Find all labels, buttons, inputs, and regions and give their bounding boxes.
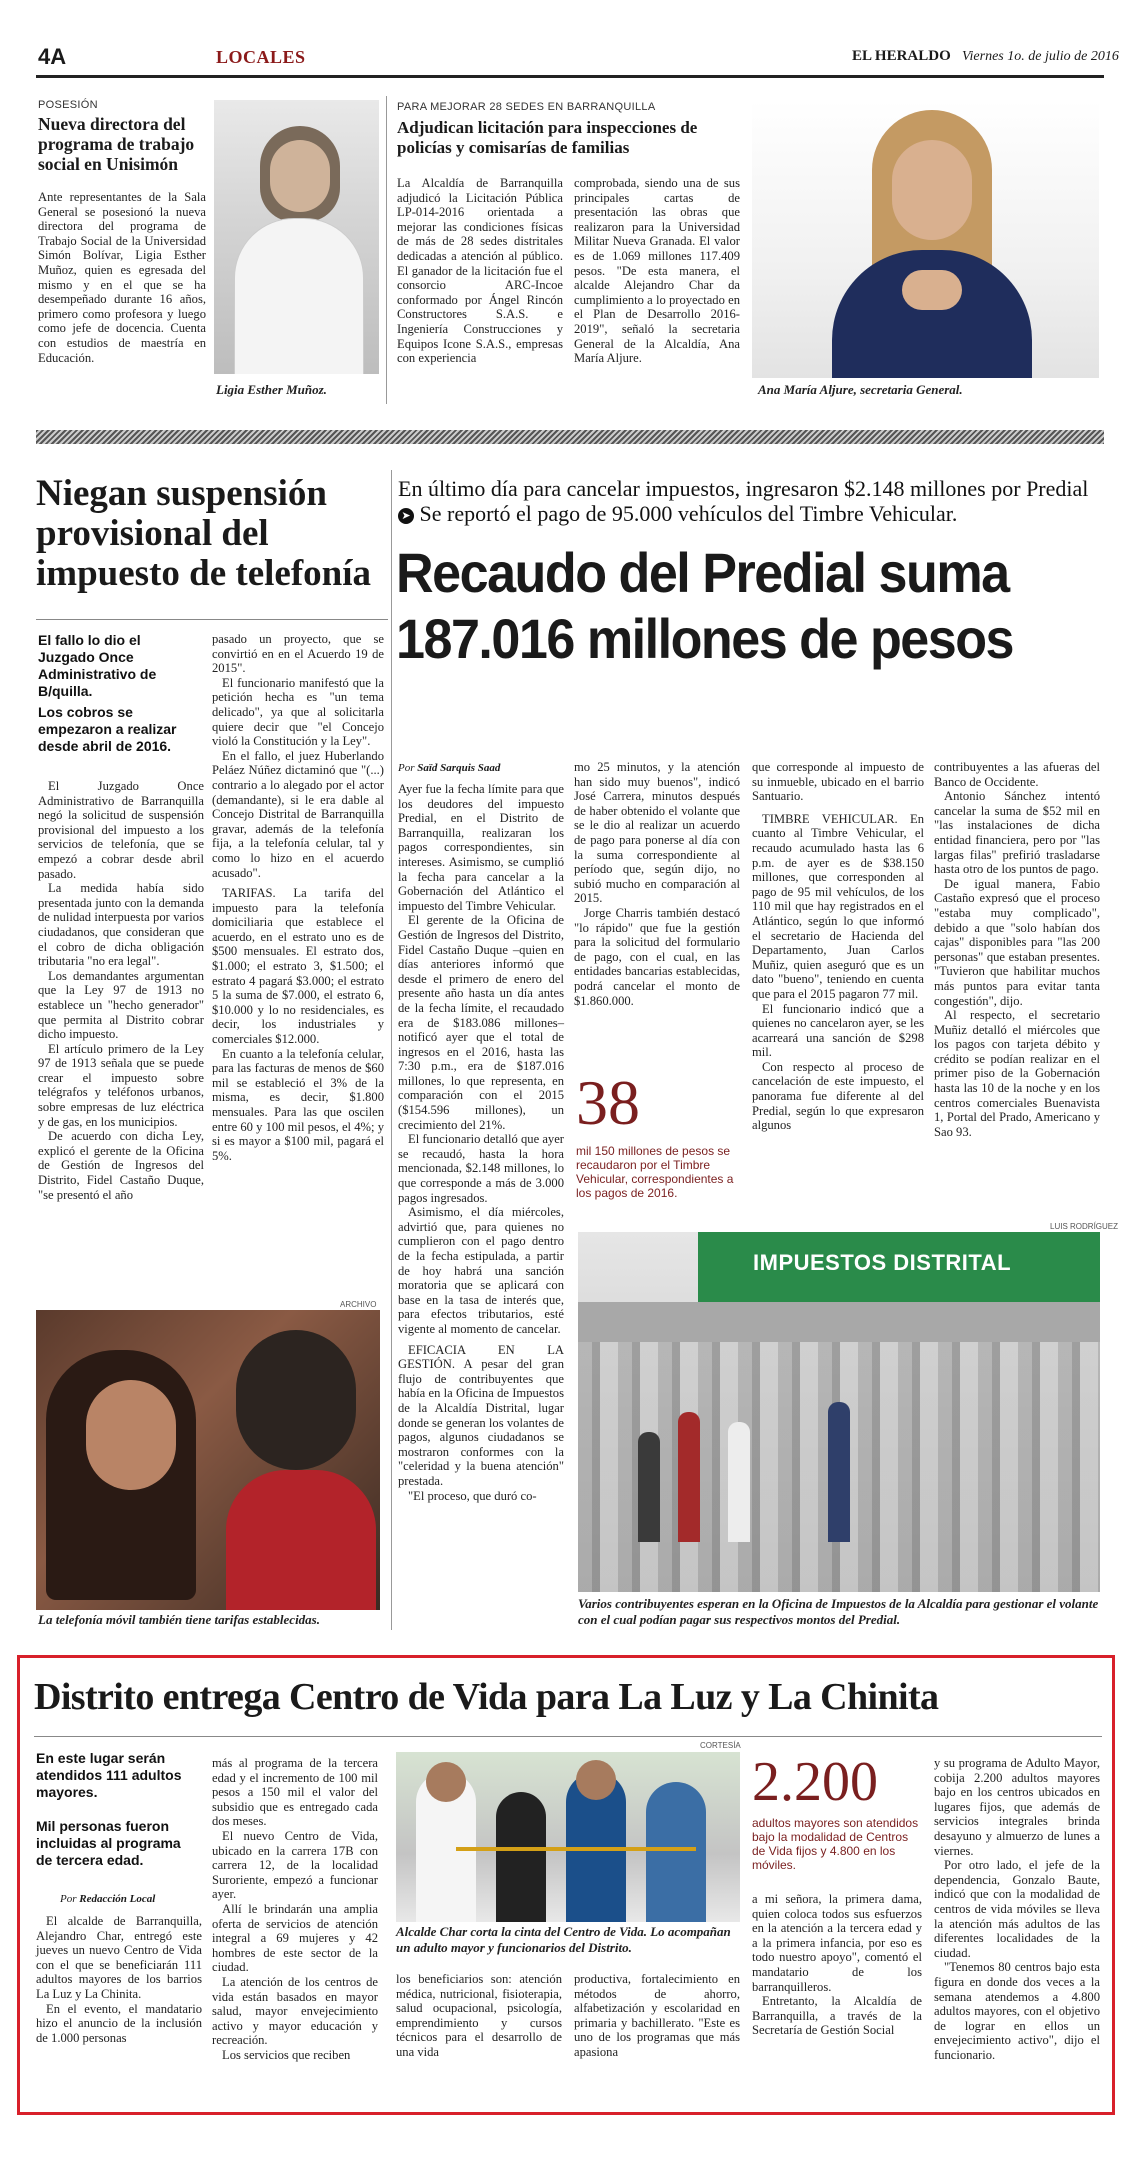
telefonia-caption: La telefonía móvil también tiene tarifas establecidas. (38, 1612, 320, 1627)
issue-date: Viernes 1o. de julio de 2016 (962, 49, 1119, 64)
predial-summary-text: En último día para cancelar impuestos, ingresaron $2.148 millones por Predial (398, 476, 1089, 501)
telefonia-p4: El artículo primero de la Ley 97 de 1913 señala que se puede crear el impuesto sobre telégrafos y teléfonos urbanos, sobre empresas de luz eléctrica y de gas, en los municipios. (38, 1041, 204, 1129)
centro-byline-por: Por (60, 1893, 77, 1905)
aljure-caption: Ana María Aljure, secretaria General. (758, 382, 963, 397)
centro-vida-photo (396, 1752, 740, 1922)
posesion-headline: Nueva directora del programa de trabajo social en Unisimón (38, 114, 195, 174)
centro-p10: y su programa de Adulto Mayor, cobija 2.200 adultos mayores bajo en los centros ubicados en lugares fijos, que además de servicios integrales brinda desayuno y almuerzo de lunes a viernes. (934, 1756, 1100, 1858)
centro-deck1: En este lugar serán atendidos 111 adultos mayores. (36, 1750, 182, 1800)
centro-col2 (212, 1756, 378, 2062)
predial-stat-number: 38 (576, 1067, 640, 1138)
posesion-kicker: POSESIÓN (38, 99, 98, 111)
arrow-right-icon: ➤ (398, 508, 414, 524)
predial-headline-line2: 187.016 millones de pesos (396, 607, 1014, 670)
predial-headline (396, 540, 1054, 672)
centro-photo-credit: CORTESÍA (700, 1741, 741, 1750)
masthead-rule (36, 75, 1104, 78)
telefonia-p2: La medida había sido presentada junto con la demanda de nulidad interpuesta por varios ciudadanos, que consideran que el cobro de dicha obligación tributaria "no era legal". (38, 881, 204, 969)
predial-p7: mo 25 minutos, y la atención han sido muy buenos", indicó José Carrera, minutos después de haber obtenido el volante que se le dio al realizar un acuerdo de pago para ponerse al día con la suma correspondiente al período que, según dijo, no subió mucho en comparación al 2015. (574, 760, 740, 906)
telefonia-photo-credit: ARCHIVO (340, 1300, 377, 1309)
licitacion-headline: Adjudican licitación para inspecciones de policías y comisarías de familias (397, 118, 698, 157)
predial-byline (398, 762, 500, 774)
page-number: 4A (38, 44, 67, 69)
predial-col2 (574, 760, 740, 1008)
centro-photo-caption: Alcalde Char corta la cinta del Centro de Vida. Lo acompañan un adulto mayor y funcionarios del Distrito. (396, 1924, 731, 1955)
predial-p6: "El proceso, que duró co- (408, 1488, 537, 1503)
predial-p9: que corresponde al impuesto de su inmueble, ubicado en el barrio Santuario. (752, 760, 924, 804)
telefonia-p3: Los demandantes argumentan que la Ley 97 de 1913 no establece un "hecho generador" que permita al Distrito cobrar dicho impuesto. (38, 968, 204, 1042)
predial-p5: EFICACIA EN LA GESTIÓN. A pesar del gran flujo de contribuyentes que había en la Oficina de Impuestos de la Alcaldía Distrital, lugar donde se generan los volantes de pagos, algunos ciudadanos se mostraron conformes con la "celeridad y la buena atención" prestada. (398, 1342, 564, 1488)
centro-vida-headline: Distrito entrega Centro de Vida para La Luz y La Chinita (34, 1676, 939, 1718)
licitacion-kicker: PARA MEJORAR 28 SEDES EN BARRANQUILLA (397, 101, 656, 113)
centro-byline-name: Redacción Local (79, 1893, 156, 1905)
predial-stat-caption: mil 150 millones de pesos se recaudaron por el Timbre Vehicular, correspondientes a los pagos de 2016. (576, 1144, 734, 1200)
centro-p5: Allí le brindarán una amplia oferta de servicios de atención integral a 69 mujeres y 42 hombres de este sector de la ciudad. (212, 1901, 378, 1975)
centro-p12: "Tenemos 80 centros bajo esta figura en donde dos veces a la semana atendemos a 4.800 adultos mayores, con el objetivo de lograr en ellos un envejecimiento activo", dijo el funcionario. (934, 1960, 1100, 2062)
predial-summary-text2: Se reportó el pago de 95.000 vehículos del Timbre Vehicular. (419, 501, 958, 526)
centro-col4: productiva, fortalecimiento en métodos de ahorro, alfabetización y escolaridad en primaria y bachillerato. "Este es uno de los programas que más apasiona (574, 1972, 740, 2059)
predial-p2: El gerente de la Oficina de Gestión de Ingresos del Distrito, Fidel Castaño Duque –quien en días anteriores informó que desde el primero de enero del presente año hasta un día antes de la fecha límite, el recaudado era de $183.086 millones– notificó ayer que el total de ingresos en el 2016, hasta las 7:30 p.m., era de $187.016 millones, lo que representa, en comparación con el 2015 ($154.596 millones), un crecimiento del 21%. (398, 913, 564, 1132)
telefonia-photo (36, 1310, 380, 1610)
predial-p15: De igual manera, Fabio Castaño expresó que el proceso "estaba muy complicado", debido a que "solo habían dos cajas" disponibles para "las 200 personas" que estaban presentes. "Tuvieron que habilitar muchos más puntos para evitar tanta congestión", dijo. (934, 876, 1100, 1008)
centro-p11: Por otro lado, el jefe de la dependencia, Gonzalo Baute, indicó que con la modalidad de centros de vida móviles se lleva la atención más adultos de las diferentes localidades de la ciudad. (934, 1858, 1100, 1960)
predial-headline-line1: Recaudo del Predial suma (396, 541, 1009, 604)
col-divider-2 (391, 470, 392, 1630)
predial-p10: TIMBRE VEHICULAR. En cuanto al Timbre Vehicular, el recaudo acumulado hasta las 6 p.m. de ayer es de $38.150 millones, que corresponden al pago de 95 mil vehículos, de los 110 mil que hay registrados en el Atlántico, según lo que informó el secretario de Hacienda del Departamento, Juan Carlos Muñiz, quien aseguró que es un dato "bueno", teniendo en cuenta que para el 2015 pagaron 77 mil. (752, 811, 924, 1001)
section-label: LOCALES (216, 47, 306, 67)
centro-stat-number: 2.200 (752, 1751, 878, 1813)
centro-p9: Entretanto, la Alcaldía de Barranquilla, a través de la Secretaría de Gestión Social (752, 1994, 922, 2038)
telefonia-p8: En el fallo, el juez Huberlando Peláez Núñez dictaminó que "(...) contrario a lo alegado por el actor (demandante), si le era dable al Concejo Distrital de Barranquilla gravar, además de la telefonía fija, a la telefonía celular, tal y como lo hizo en el acuerdo acusado". (212, 748, 384, 880)
telefonia-p9: TARIFAS. La tarifa del impuesto para la telefonía domiciliaria que establece el acuerdo, en el estrato uno es de $500 mensuales. El estrato dos, $1.000; el estrato 3, $1.500; el estrato 4 pagará $3.000; el estrato 5 la suma de $7.000, el estrato 6, $10.000 y lo no residenciales, es decir, los industriales y comerciales $12.000. (212, 886, 384, 1047)
centro-col5 (752, 1892, 922, 2038)
centro-vida-rule (34, 1736, 1102, 1737)
impuestos-sign: IMPUESTOS DISTRITAL (753, 1250, 1012, 1275)
predial-col1 (398, 782, 564, 1503)
predial-p11: El funcionario indicó que a quienes no cancelaron ayer, se les acarreará una sanción de $298 mil. (752, 1001, 924, 1060)
predial-p16: Al respecto, el secretario Muñiz detalló el miércoles que los pagos con tarjeta débito y crédito se podían realizar en el primer piso de la Gobernación hasta las 10 de la noche y en los centros comerciales Buenavista 1, Portal del Prado, Americano y Sao 93. (934, 1008, 1100, 1139)
predial-photo-credit: LUIS RODRÍGUEZ (1050, 1222, 1119, 1231)
predial-col3 (752, 760, 924, 1133)
predial-photo-caption: Varios contribuyentes esperan en la Oficina de Impuestos de la Alcaldía para gestionar el volante con el cual podían pagar sus respectivos montos del Predial. (578, 1596, 1099, 1627)
centro-p6: La atención de los centros de vida están basados en mayor salud, mayor envejecimiento activo y mayor educación y recreación. (212, 1974, 378, 2048)
predial-summary (398, 476, 1098, 526)
predial-p14: Antonio Sánchez intentó cancelar la suma de $52 mil en "las instalaciones de dicha entidad financiera, pero por "las largas filas" prefirió trasladarse hasta otro de los puntos de pago. (934, 789, 1100, 877)
telefonia-headline: Niegan suspensión provisional del impuesto de telefonía (36, 473, 372, 594)
telefonia-col2 (212, 632, 384, 1163)
centro-col6 (934, 1756, 1100, 2062)
predial-p1: Ayer fue la fecha límite para que los deudores del impuesto Predial, en el Distrito de Barranquilla, realizaran los pagos correspondientes, sin intereses. Asimismo, se cumplió la fecha para cancelar a la Gobernación del Atlántico el impuesto del Timbre Vehicular. (398, 782, 564, 913)
ligia-caption: Ligia Esther Muñoz. (216, 382, 327, 397)
section-divider (36, 430, 1104, 444)
predial-byline-name: Saïd Sarquis Saad (417, 762, 501, 774)
licitacion-col1: La Alcaldía de Barranquilla adjudicó la Licitación Pública LP-014-2016 orientada a mejorar las condiciones físicas de más de 28 sedes distritales dedicadas a atención al público. El ganador de la licitación fue el consorcio ARC-Incoe conformado por Ángel Rincón Constructores S.A.S. e Ingeniería Construcciones y Equipos Icone S.A.S., empresas con experiencia (397, 176, 563, 366)
aljure-photo (752, 100, 1099, 378)
telefonia-rule (36, 619, 388, 620)
predial-p4: Asimismo, el día miércoles, advirtió que, para quienes no cumplieron con el pago dentro de la fecha estipulada, a partir de hoy habrá una sanción moratoria que se aplicará con base en la tasa de interés que, para efectos tributarios, esté vigente al momento de cancelar. (398, 1205, 564, 1336)
centro-col1 (36, 1914, 202, 2045)
paper-name: EL HERALDO (852, 48, 951, 64)
telefonia-p6: pasado un proyecto, que se convirtió en en el Acuerdo 19 de 2015". (212, 632, 384, 676)
centro-byline (60, 1893, 155, 1905)
telefonia-p5: De acuerdo con dicha Ley, explicó el gerente de la Oficina de Gestión de Ingresos del Distrito, Fidel Castaño Duque, "se presentó el año (38, 1129, 204, 1202)
predial-p3: El funcionario detalló que ayer se recaudó, hasta la hora mencionada, $2.148 millones, lo que corresponde a más de 3.000 pagos ingresados. (398, 1132, 564, 1205)
centro-p7: Los servicios que reciben (222, 2047, 351, 2062)
telefonia-deck2: Los cobros se empezaron a realizar desde abril de 2016. (38, 704, 177, 754)
telefonia-deck1: El fallo lo dio el Juzgado Once Administrativo de B/quilla. (38, 632, 157, 699)
centro-p3: más al programa de la tercera edad y el incremento de 100 mil pesos a 150 mil el valor del subsidio que es entregado cada dos meses. (212, 1756, 378, 1829)
predial-p12: Con respecto al proceso de cancelación de este impuesto, el panorama fue diferente al del Predial, según lo que expresaron algunos (752, 1059, 924, 1133)
centro-p8: a mi señora, la primera dama, quien coloca todos sus esfuerzos en la atención a la tercera edad y a la primera infancia, por eso es todo nuestro apoyo", comentó el mandatario de los barranquilleros. (752, 1892, 922, 1994)
centro-stat-caption: adultos mayores son atendidos bajo la modalidad de Centros de Vida fijos y 4.800 en los móviles. (752, 1816, 919, 1872)
telefonia-p1: El Juzgado Once Administrativo de Barranquilla negó la solicitud de suspensión provisional del impuesto a los servicios de telefonía, que se empezó a cobrar desde abril pasado. (38, 779, 204, 881)
ligia-photo (214, 100, 379, 374)
centro-p4: El nuevo Centro de Vida, ubicado en la carrera 17B con carrera 12, de la localidad Suroriente, empezó a funcionar ayer. (212, 1828, 378, 1902)
impuestos-office-photo (578, 1232, 1100, 1592)
licitacion-col2: comprobada, siendo una de sus principales cartas de presentación las obras que realizaron para la Universidad Militar Nueva Granada. El valor es de 1.069 millones 117.409 pesos. "De esta manera, el alcalde Alejandro Char da cumplimiento a lo proyectado en el Plan de Desarrollo 2016-2019", señaló la secretaria General de la Alcaldía, Ana María Aljure. (574, 176, 740, 366)
centro-deck2: Mil personas fueron incluidas al programa de tercera edad. (36, 1818, 181, 1868)
predial-p8: Jorge Charris también destacó "lo rápido" que fue la gestión para la solicitud del formulario de pago, con el cual, en las entidades bancarias establecidas, podrá cancelar el monto de $1.860.000. (574, 905, 740, 1008)
centro-p1: El alcalde de Barranquilla, Alejandro Char, entregó este jueves un nuevo Centro de Vida con el que se beneficiarán 111 adultos mayores de los barrios La Luz y La Chinita. (36, 1914, 202, 2001)
telefonia-p7: El funcionario manifestó que la petición hecha es "un tema delicado", ya que al solicitarla quiere decir que "el Concejo violó la Constitución y la Ley". (212, 675, 384, 749)
posesion-body: Ante representantes de la Sala General se posesionó la nueva directora del programa de Trabajo Social de la Universidad Simón Bolívar, Ligia Esther Muñoz, quien es egresada del mismo y en el que se ha desempeñado durante 16 años, primero como profesora y luego como jefe de docencia. Cuenta con estudios de maestría en Educación. (38, 190, 206, 365)
col-divider-1 (386, 96, 387, 404)
predial-p13: contribuyentes a las afueras del Banco de Occidente. (934, 760, 1100, 789)
centro-p2: En el evento, el mandatario hizo el anuncio de la inclusión de 1.000 personas (36, 2001, 202, 2045)
telefonia-p10: En cuanto a la telefonía celular, para las facturas de menos de $60 mil se estableció el 3% de la misma, es decir, $1.800 mensuales. Para las que oscilen entre 60 y 100 mil pesos, el 4%; y si es mayor a $100 mil, pagará el 5%. (212, 1046, 384, 1163)
centro-col3: los beneficiarios son: atención médica, nutricional, fisioterapia, salud ocupacional, psicología, emprendimiento y cursos técnicos para el desarrollo de una vida (396, 1972, 562, 2059)
predial-byline-por: Por (398, 762, 415, 774)
predial-col4 (934, 760, 1100, 1139)
telefonia-col1 (38, 779, 204, 1202)
